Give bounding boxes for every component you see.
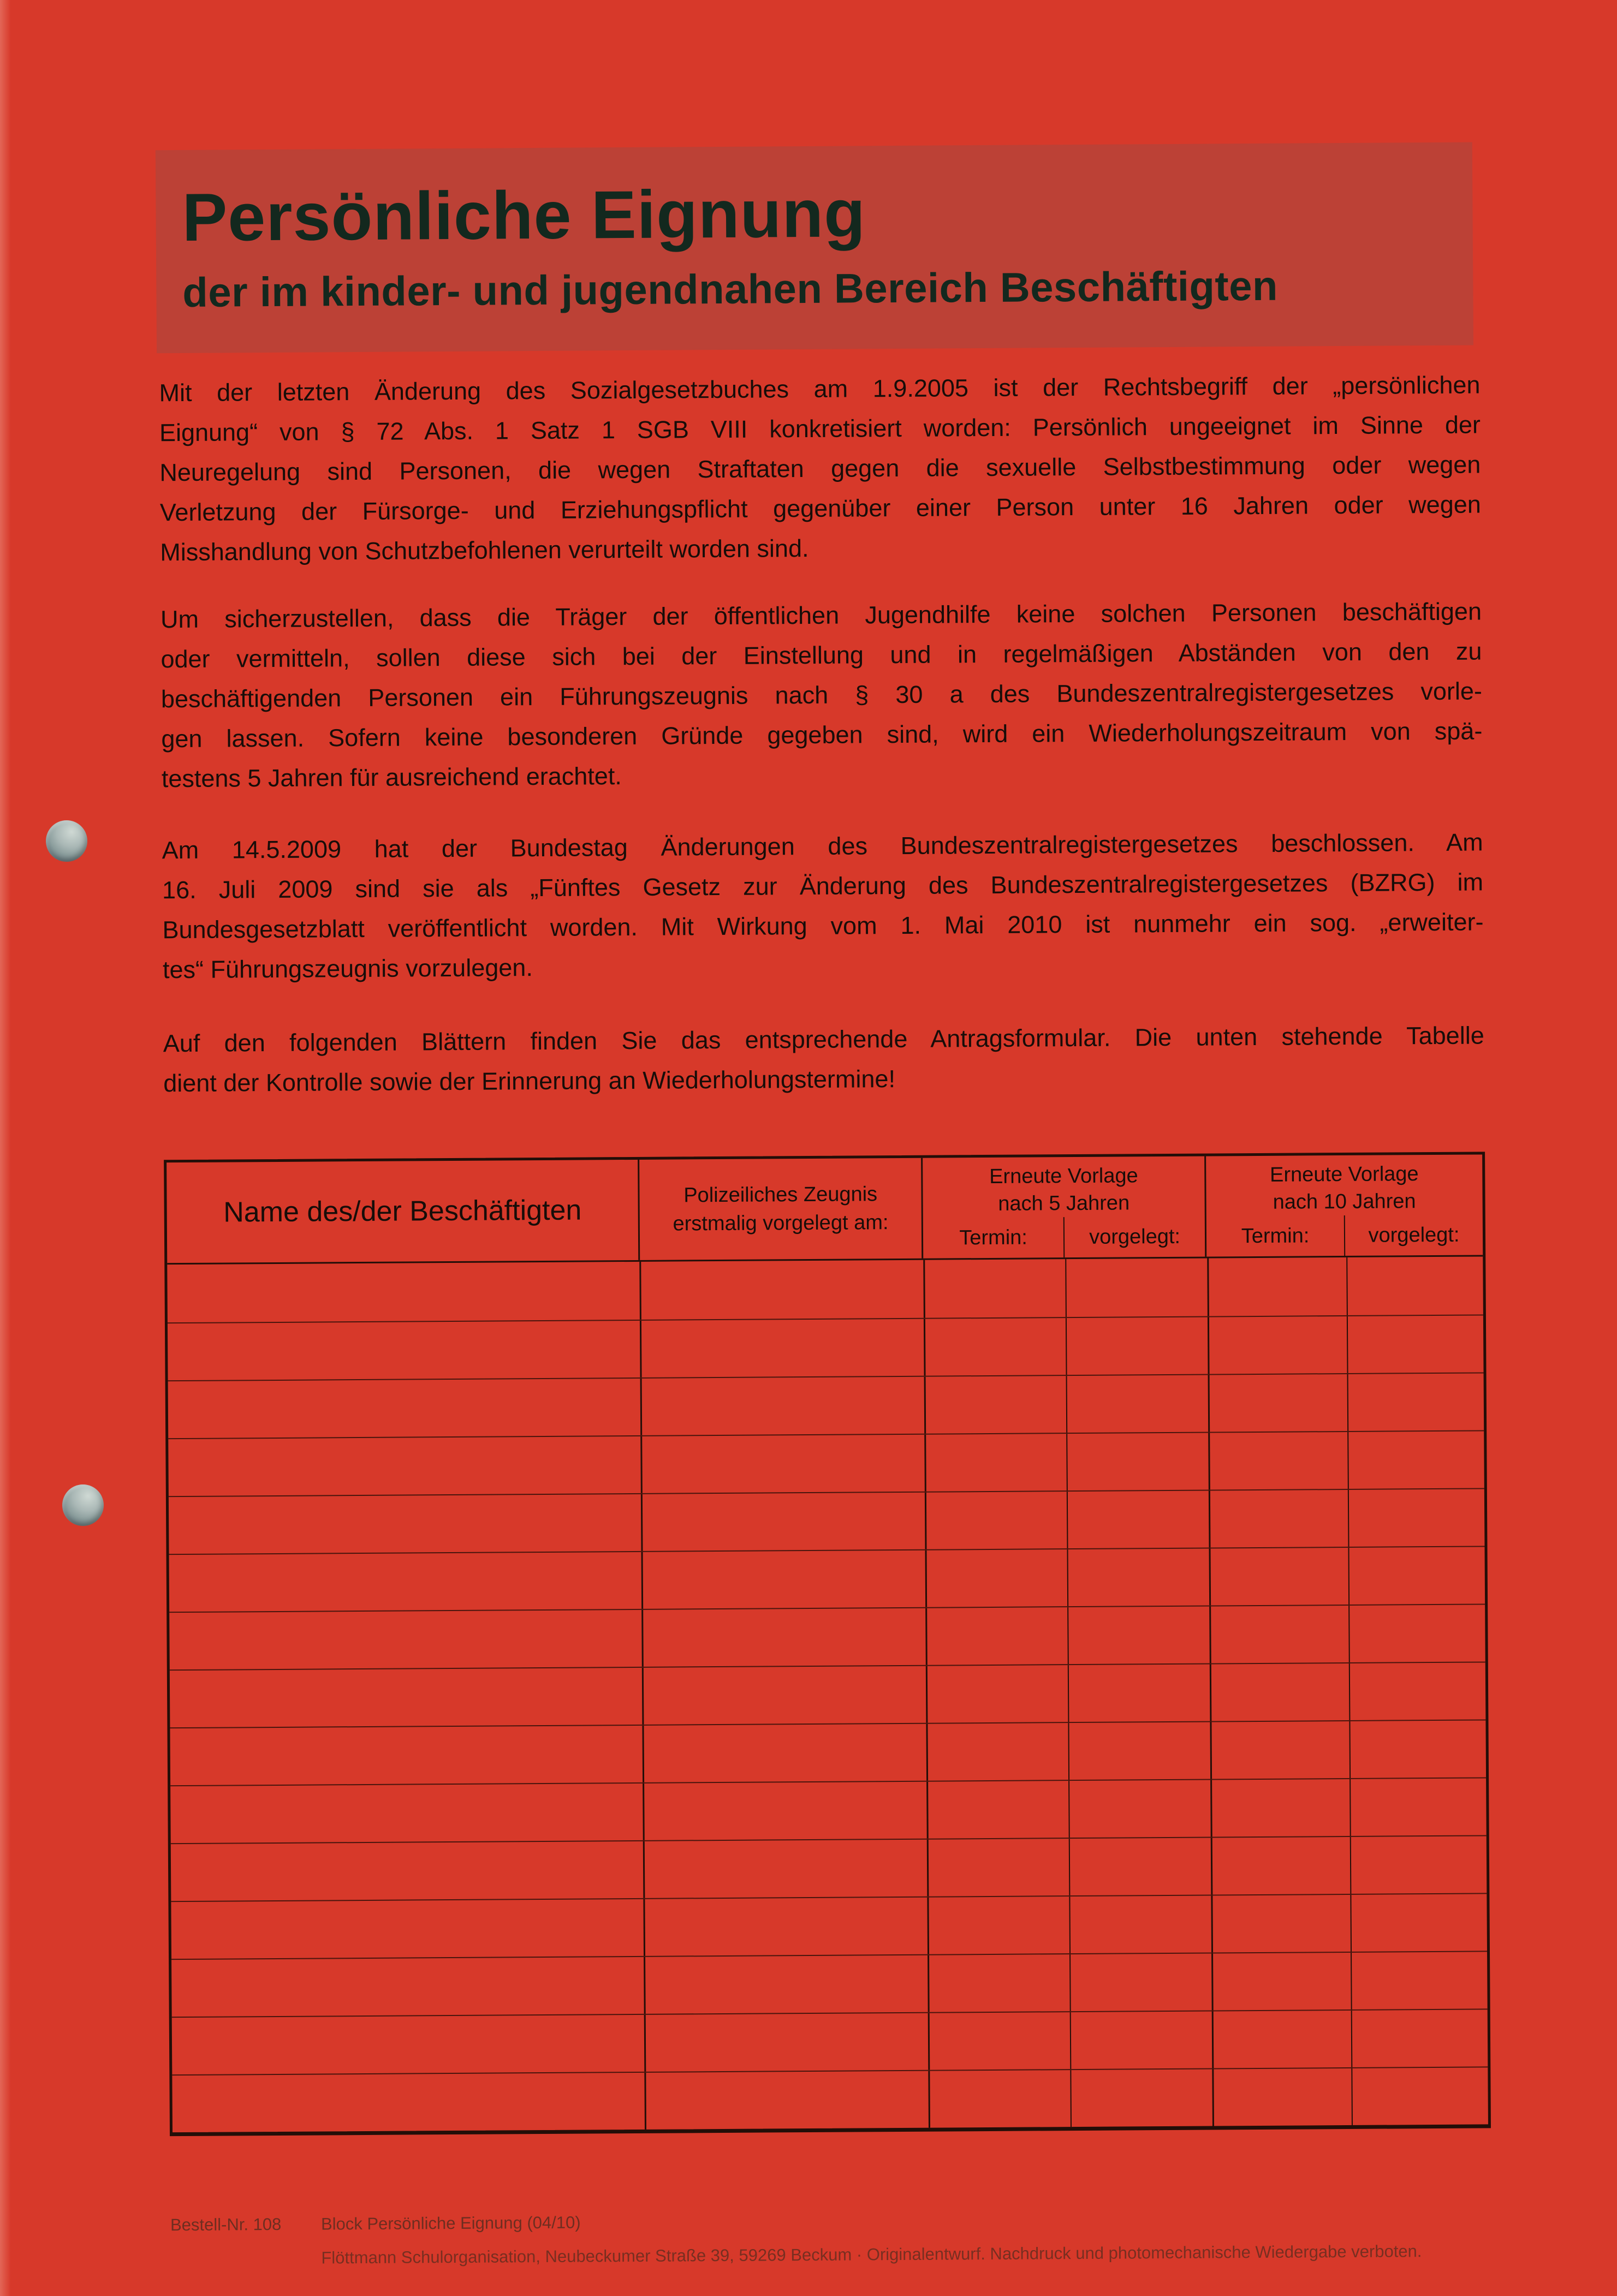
cell-name xyxy=(170,1726,643,1785)
cell-first-submission-date xyxy=(644,2071,929,2130)
col-header-first-submission-line2: erstmalig vorgelegt am: xyxy=(673,1211,889,1236)
table-row xyxy=(170,1719,1486,1785)
cell-vorgelegt-10 xyxy=(1348,1605,1485,1662)
cell-vorgelegt-5 xyxy=(1068,1780,1211,1838)
cell-name xyxy=(171,1841,644,1901)
tracking-table xyxy=(164,1152,1491,2136)
cell-termin-5 xyxy=(926,1723,1068,1781)
text-line: Am 14.5.2009 hat der Bundestag Änderungen des Bundeszentralregistergesetzes beschlossen. Am xyxy=(162,828,1483,864)
cell-vorgelegt-5 xyxy=(1068,1665,1210,1722)
title-band xyxy=(156,142,1473,354)
cell-name xyxy=(170,1784,643,1843)
page-subtitle: der im kinder- und jugendnahen Bereich Beschäftigten xyxy=(182,263,1279,316)
cell-vorgelegt-10 xyxy=(1347,1373,1484,1431)
paragraph-fuehrungszeugnis xyxy=(160,591,1483,798)
text-line: tes“ Führungszeugnis vorzulegen. xyxy=(162,953,533,984)
cell-vorgelegt-5 xyxy=(1069,1896,1211,1954)
cell-vorgelegt-5 xyxy=(1066,1375,1209,1433)
cell-first-submission-date xyxy=(642,1724,926,1782)
publisher-line: Flöttmann Schulorganisation, Neubeckumer Straße 39, 59269 Beckum · Originalentwurf. Nachdruck und photomechanische Wiedergabe verboten. xyxy=(321,2241,1422,2268)
cell-termin-10 xyxy=(1209,1606,1349,1663)
cell-first-submission-date xyxy=(644,1955,928,2014)
cell-termin-10 xyxy=(1208,1316,1347,1374)
order-number: Bestell-Nr. 108 xyxy=(170,2214,282,2235)
cell-vorgelegt-10 xyxy=(1351,1952,1488,2009)
cell-first-submission-date xyxy=(641,1550,926,1609)
col-header-renewal-5-years xyxy=(921,1156,1205,1259)
cell-name xyxy=(172,2073,645,2132)
cell-vorgelegt-5 xyxy=(1070,2012,1212,2070)
renewal-5-label xyxy=(923,1156,1205,1218)
paragraph-bzrg-aenderung xyxy=(162,822,1484,989)
col-header-first-submission xyxy=(638,1158,922,1260)
cell-first-submission-date xyxy=(642,1666,926,1725)
cell-vorgelegt-5 xyxy=(1069,1838,1211,1896)
subheader-termin-10: Termin: xyxy=(1241,1224,1310,1248)
col-header-name: Name des/der Beschäftigten xyxy=(223,1194,582,1228)
cell-vorgelegt-10 xyxy=(1350,1894,1487,1952)
text-line: Neuregelung sind Personen, die wegen Straftaten gegen die sexuelle Selbstbestimmung oder wegen xyxy=(159,450,1481,487)
cell-name xyxy=(168,1436,641,1496)
cell-vorgelegt-10 xyxy=(1348,1547,1485,1605)
cell-first-submission-date xyxy=(644,2013,929,2072)
table-body xyxy=(167,1256,1488,2132)
cell-termin-10 xyxy=(1211,1895,1351,1953)
text-line: gen lassen. Sofern keine besonderen Gründe gegeben sind, wird ein Wiederholungszeitraum von spä- xyxy=(161,717,1483,753)
cell-name xyxy=(170,1668,643,1727)
col-header-renewal-10-years xyxy=(1204,1154,1483,1256)
cell-name xyxy=(171,1899,644,1959)
paragraph-tabelle-hinweis xyxy=(163,1015,1485,1103)
cell-vorgelegt-5 xyxy=(1065,1259,1208,1317)
table-row xyxy=(168,1314,1484,1380)
cell-first-submission-date xyxy=(640,1435,925,1493)
table-row xyxy=(172,2008,1488,2074)
cell-termin-5 xyxy=(925,1607,1068,1665)
text-line: Mit der letzten Änderung des Sozialgesetzbuches am 1.9.2005 ist der Rechtsbegriff der „persönlichen xyxy=(159,371,1481,407)
renewal-5-label-line2: nach 5 Jahren xyxy=(998,1191,1130,1215)
cell-first-submission-date xyxy=(641,1608,926,1667)
text-line: Eignung“ von § 72 Abs. 1 Satz 1 SGB VIII konkretisiert worden: Persönlich ungeeignet im Sinne der xyxy=(159,410,1481,447)
cell-termin-5 xyxy=(928,1954,1070,2012)
cell-first-submission-date xyxy=(643,1782,927,1840)
cell-vorgelegt-10 xyxy=(1347,1431,1484,1489)
cell-termin-5 xyxy=(928,2012,1071,2070)
cell-first-submission-date xyxy=(640,1319,924,1377)
cell-vorgelegt-5 xyxy=(1068,1722,1210,1780)
intro-text xyxy=(159,365,1484,1103)
cell-name xyxy=(172,2015,645,2074)
text-line: dient der Kontrolle sowie der Erinnerung an Wiederholungstermine! xyxy=(163,1065,896,1098)
block-title: Block Persönliche Eignung (04/10) xyxy=(320,2212,581,2234)
subheader-termin-5: Termin: xyxy=(959,1226,1028,1249)
table-row xyxy=(171,1893,1487,1959)
table-row xyxy=(169,1488,1485,1554)
paragraph-legal-basis xyxy=(159,365,1481,572)
cell-vorgelegt-10 xyxy=(1349,1720,1486,1778)
text-line: 16. Juli 2009 sind sie als „Fünftes Gesetz zur Änderung des Bundeszentralregistergesetzes (BZRG) im xyxy=(162,868,1484,904)
cell-vorgelegt-5 xyxy=(1069,1954,1212,2012)
subheader-vorgelegt-5: vorgelegt: xyxy=(1063,1216,1205,1258)
table-header-row xyxy=(167,1154,1483,1265)
cell-vorgelegt-10 xyxy=(1349,1662,1486,1720)
col-header-first-submission-line1: Polizeiliches Zeugnis xyxy=(683,1183,878,1207)
table-row xyxy=(168,1430,1484,1496)
renewal-10-label xyxy=(1206,1154,1483,1216)
cell-first-submission-date xyxy=(643,1840,928,1898)
text-line: oder vermitteln, sollen diese sich bei der Einstellung und in regelmäßigen Abständen von den zu xyxy=(160,637,1482,673)
table-row xyxy=(172,2066,1488,2132)
text-line: beschäftigenden Personen ein Führungszeugnis nach § 30 a des Bundeszentralregistergesetzes vorle- xyxy=(160,677,1483,713)
cell-termin-10 xyxy=(1208,1374,1348,1432)
cell-termin-10 xyxy=(1212,2011,1352,2068)
text-line: Um sicherzustellen, dass die Träger der öffentlichen Jugendhilfe keine solchen Personen beschäftigen xyxy=(160,597,1482,634)
cell-vorgelegt-5 xyxy=(1067,1549,1210,1607)
cell-name xyxy=(169,1552,642,1612)
text-line: testens 5 Jahren für ausreichend erachtet. xyxy=(161,762,622,793)
cell-name xyxy=(168,1379,641,1438)
cell-termin-10 xyxy=(1211,1837,1351,1895)
cell-name xyxy=(171,1957,644,2017)
table-row xyxy=(169,1603,1485,1669)
renewal-10-label-line1: Erneute Vorlage xyxy=(1269,1162,1419,1186)
cell-name xyxy=(167,1262,640,1322)
cell-first-submission-date xyxy=(639,1260,924,1320)
cell-vorgelegt-10 xyxy=(1347,1315,1484,1373)
cell-termin-5 xyxy=(926,1781,1069,1839)
cell-vorgelegt-5 xyxy=(1066,1317,1208,1375)
cell-termin-10 xyxy=(1212,2068,1352,2126)
table-row xyxy=(170,1777,1487,1843)
cell-termin-10 xyxy=(1210,1663,1350,1721)
renewal-5-subheaders xyxy=(923,1216,1205,1259)
text-line: Verletzung der Fürsorge- und Erziehungspflicht gegenüber einer Person unter 16 Jahren oder wegen xyxy=(159,490,1481,527)
text-line: Bundesgesetzblatt veröffentlicht worden. Mit Wirkung vom 1. Mai 2010 ist nunmehr ein sog. „erweiter- xyxy=(162,908,1484,944)
footer-line-1 xyxy=(170,2207,1491,2237)
cell-termin-5 xyxy=(925,1492,1067,1549)
cell-termin-10 xyxy=(1210,1779,1350,1837)
cell-vorgelegt-10 xyxy=(1351,2009,1488,2067)
cell-termin-5 xyxy=(923,1259,1066,1318)
cell-first-submission-date xyxy=(640,1377,925,1435)
cell-termin-5 xyxy=(924,1434,1067,1492)
cell-termin-5 xyxy=(926,1665,1068,1723)
cell-vorgelegt-5 xyxy=(1070,2070,1212,2127)
cell-vorgelegt-5 xyxy=(1066,1433,1209,1491)
table-row xyxy=(171,1951,1488,2017)
cell-termin-5 xyxy=(927,1839,1069,1897)
cell-termin-5 xyxy=(924,1318,1066,1376)
table-row xyxy=(167,1256,1483,1322)
cell-termin-10 xyxy=(1208,1432,1348,1490)
cell-first-submission-date xyxy=(641,1493,925,1551)
table-row xyxy=(171,1835,1487,1901)
footer xyxy=(170,2207,1492,2269)
text-line: Auf den folgenden Blättern finden Sie das entsprechende Antragsformular. Die unten stehende Tabelle xyxy=(163,1021,1484,1058)
cell-name xyxy=(169,1610,642,1669)
text-line: Misshandlung von Schutzbefohlenen verurteilt worden sind. xyxy=(160,534,809,566)
cell-termin-10 xyxy=(1209,1490,1348,1548)
cell-name xyxy=(168,1321,640,1380)
cell-vorgelegt-5 xyxy=(1067,1607,1210,1665)
cell-vorgelegt-10 xyxy=(1351,2067,1488,2125)
cell-termin-5 xyxy=(928,2070,1071,2128)
cell-termin-10 xyxy=(1207,1257,1347,1316)
renewal-10-subheaders xyxy=(1206,1214,1483,1256)
page-title: Persönliche Eignung xyxy=(182,176,866,255)
cell-vorgelegt-10 xyxy=(1348,1489,1485,1547)
cell-termin-5 xyxy=(927,1897,1069,1954)
cell-termin-10 xyxy=(1209,1548,1348,1606)
cell-vorgelegt-10 xyxy=(1350,1778,1487,1836)
cell-first-submission-date xyxy=(643,1898,928,1956)
cell-termin-5 xyxy=(924,1376,1067,1434)
cell-termin-10 xyxy=(1210,1721,1350,1779)
renewal-10-label-line2: nach 10 Jahren xyxy=(1273,1190,1416,1214)
cell-vorgelegt-5 xyxy=(1067,1491,1209,1549)
cell-vorgelegt-10 xyxy=(1350,1836,1487,1894)
cell-termin-5 xyxy=(925,1549,1068,1607)
table-row xyxy=(170,1661,1486,1727)
table-row xyxy=(169,1546,1485,1612)
renewal-5-label-line1: Erneute Vorlage xyxy=(989,1164,1138,1188)
table-row xyxy=(168,1372,1484,1438)
cell-vorgelegt-10 xyxy=(1346,1256,1483,1315)
cell-termin-10 xyxy=(1211,1953,1351,2011)
subheader-vorgelegt-10: vorgelegt: xyxy=(1344,1214,1483,1256)
cell-name xyxy=(169,1494,641,1554)
